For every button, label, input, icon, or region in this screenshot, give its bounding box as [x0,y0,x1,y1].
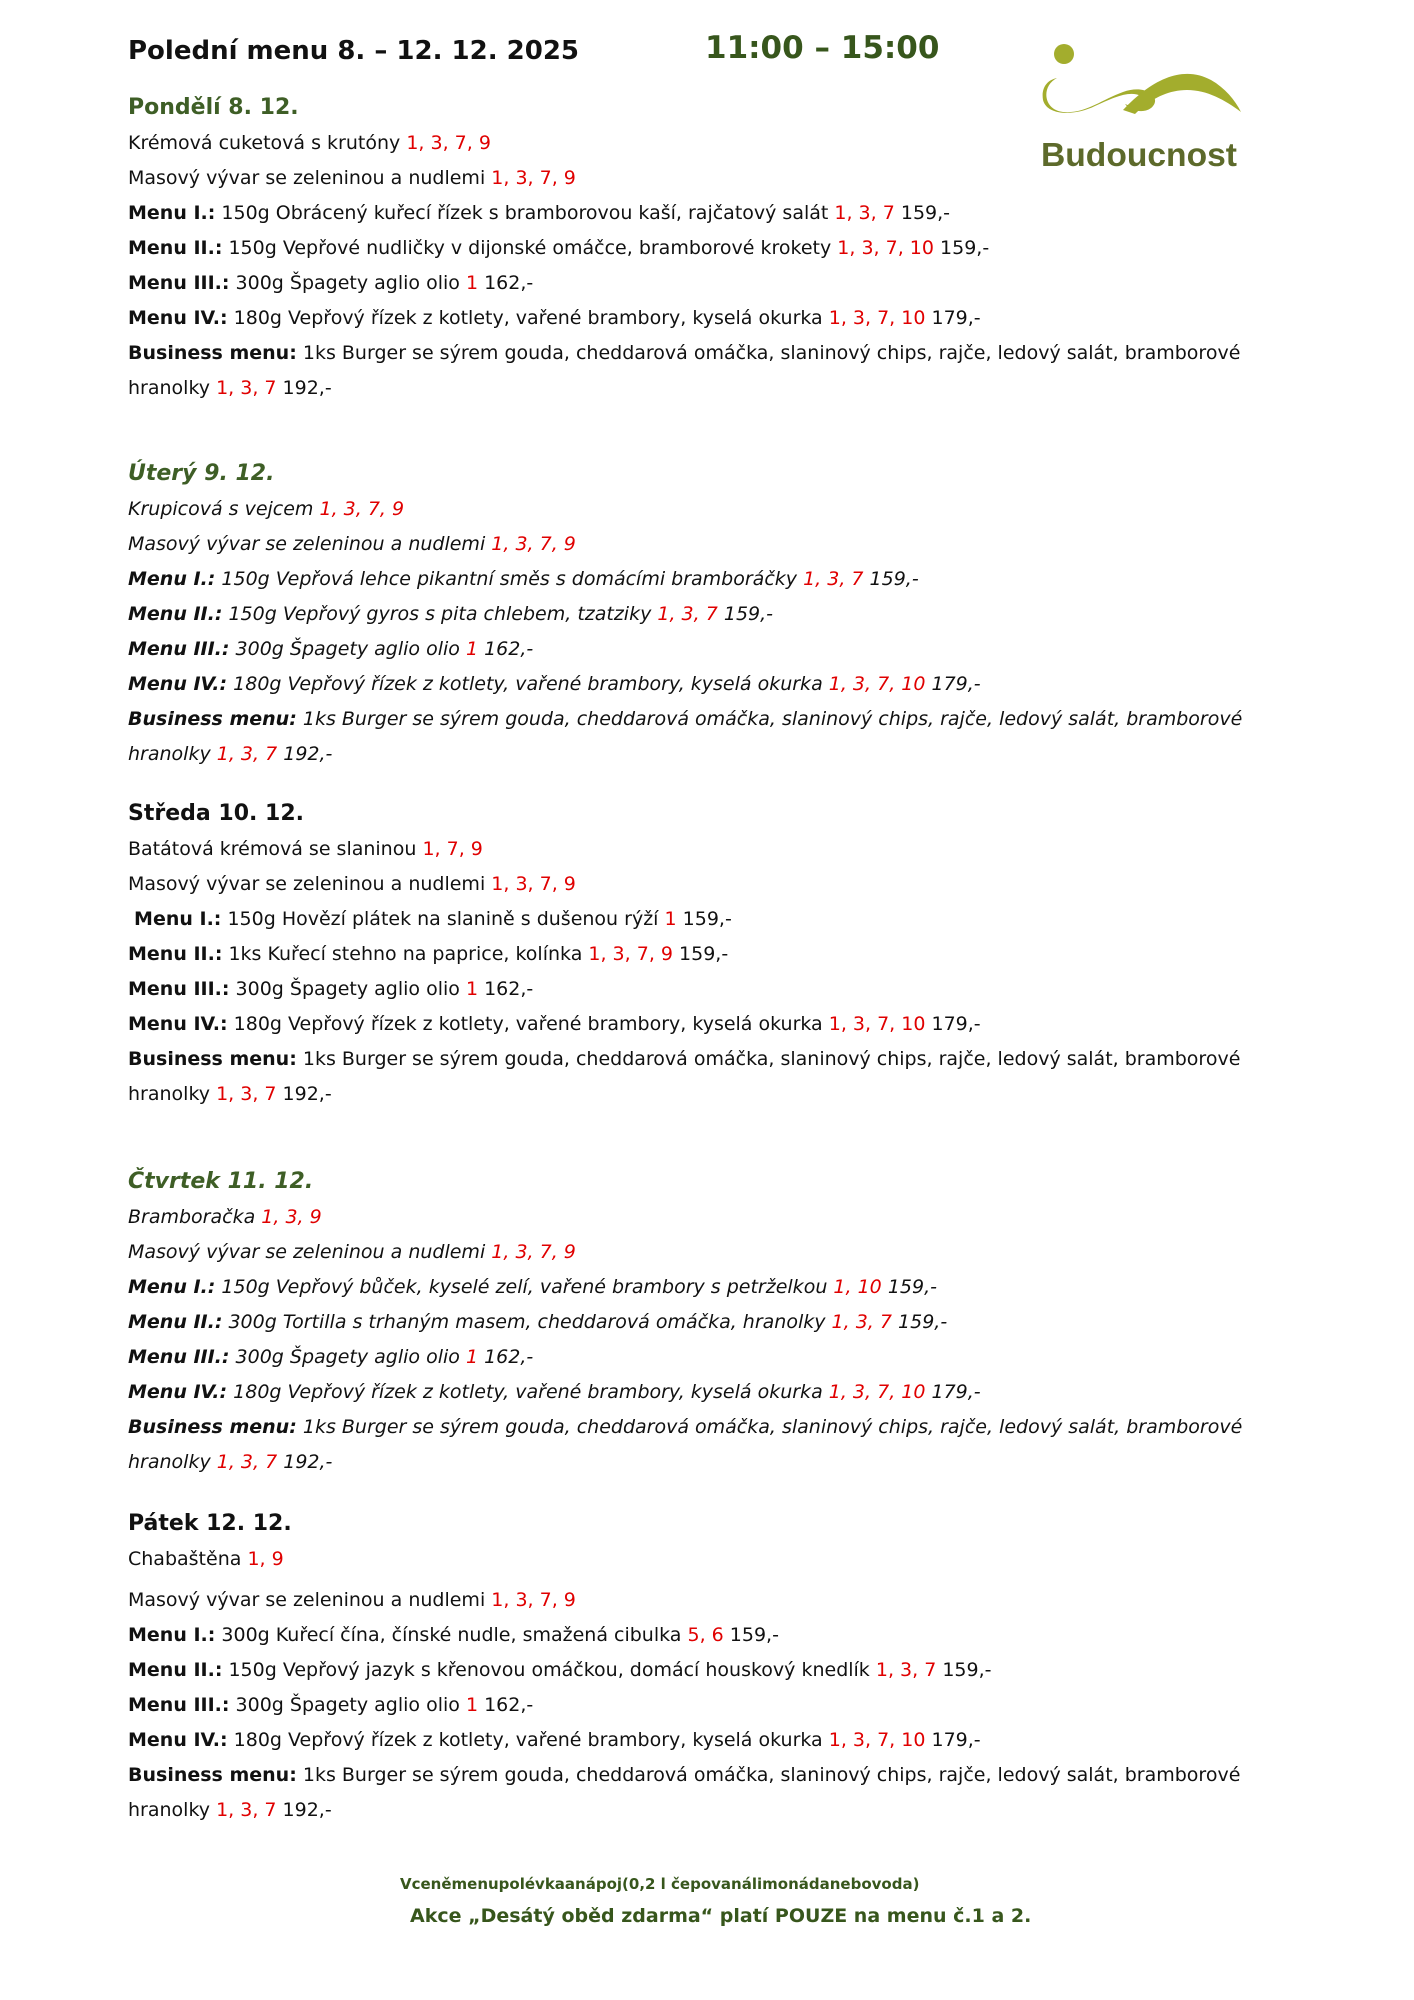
allergens: 1, 3, 7, 9 [491,167,576,189]
opening-hours: 11:00 – 15:00 [705,30,940,66]
soup-2: Masový vývar se zeleninou a nudlemi 1, 3, 7, 9 [128,1589,576,1611]
menu-4: Menu IV.: 180g Vepřový řízek z kotlety, vařené brambory, kyselá okurka 1, 3, 7, 10 179,- [128,1729,981,1751]
soup-1: Batátová krémová se slaninou 1, 7, 9 [128,838,483,860]
menu-3: Menu III.: 300g Špagety aglio olio 1 162,- [128,978,534,1000]
soup-1: Krémová cuketová s krutóny 1, 3, 7, 9 [128,132,491,154]
business-menu-cont: hranolky 1, 3, 7 192,- [128,1451,333,1473]
day-thursday [128,1163,1308,1480]
price: 192,- [282,1799,332,1821]
allergens: 1, 3, 7, 10 [828,1013,926,1035]
menu-1: Menu I.: 300g Kuřecí čína, čínské nudle, smažená cibulka 5, 6 159,- [128,1624,779,1646]
allergens: 1 [465,1346,479,1368]
price: 179,- [931,673,981,695]
day-title: Čtvrtek 11. 12. [128,1169,314,1194]
allergens: 1 [465,638,479,660]
page-title: Polední menu 8. – 12. 12. 2025 [128,36,580,66]
price: 179,- [931,1729,981,1751]
allergens: 1 [465,1694,479,1716]
allergens: 1, 3, 9 [261,1206,322,1228]
day-title: Středa 10. 12. [128,801,304,826]
menu-3: Menu III.: 300g Špagety aglio olio 1 162,- [128,272,534,294]
price: 159,- [723,603,774,625]
price: 159,- [729,1624,779,1646]
allergens: 1, 3, 7 [216,1083,277,1105]
price: 179,- [931,307,981,329]
allergens: 1, 3, 7, 10 [828,1381,926,1403]
allergens: 1, 9 [247,1548,284,1570]
menu-3: Menu III.: 300g Špagety aglio olio 1 162,- [128,1346,534,1368]
price: 192,- [283,1451,333,1473]
price: 159,- [887,1276,937,1298]
menu-2: Menu II.: 300g Tortilla s trhaným masem, cheddarová omáčka, hranolky 1, 3, 7 159,- [128,1311,948,1333]
price: 162,- [484,978,534,1000]
soup-1: Bramboračka 1, 3, 9 [128,1206,322,1228]
allergens: 1, 3, 7, 10 [828,1729,926,1751]
allergens: 1, 3, 7 [803,568,864,590]
business-menu: Business menu: 1ks Burger se sýrem gouda, cheddarová omáčka, slaninový chips, rajče, ledový salát, bramborové [128,1764,1241,1786]
menu-1: Menu I.: 150g Obrácený kuřecí řízek s bramborovou kaší, rajčatový salát 1, 3, 7 159,- [128,202,951,224]
price: 159,- [682,908,732,930]
day-friday [128,1505,1308,1828]
allergens: 1, 3, 7 [875,1659,937,1681]
day-title: Pátek 12. 12. [128,1511,292,1536]
soup-2: Masový vývar se zeleninou a nudlemi 1, 3, 7, 9 [128,167,576,189]
menu-3: Menu III.: 300g Špagety aglio olio 1 162,- [128,1694,534,1716]
logo-dot [1054,44,1074,64]
allergens: 1, 3, 7, 9 [491,533,576,555]
allergens: 1, 3, 7, 10 [828,307,926,329]
price: 162,- [484,638,534,660]
allergens: 1, 7, 9 [422,838,483,860]
business-menu: Business menu: 1ks Burger se sýrem gouda, cheddarová omáčka, slaninový chips, rajče, ledový salát, bramborové [128,1416,1243,1438]
business-menu-cont: hranolky 1, 3, 7 192,- [128,377,332,399]
allergens: 1, 3, 7 [216,1799,277,1821]
allergens: 1, 3, 7 [216,377,277,399]
footer-note: Vceněmenupolévkaanápoj(0,2 l čepovanálimonádanebovoda) [400,1875,920,1893]
allergens: 1 [465,978,479,1000]
menu-1: Menu I.: 150g Vepřový bůček, kyselé zelí, vařené brambory s petrželkou 1, 10 159,- [128,1276,937,1298]
price: 159,- [869,568,919,590]
soup-2: Masový vývar se zeleninou a nudlemi 1, 3, 7, 9 [128,873,576,895]
price: 159,- [898,1311,948,1333]
footer-promo: Akce „Desátý oběd zdarma“ platí POUZE na menu č.1 a 2. [410,1905,1032,1927]
soup-2: Masový vývar se zeleninou a nudlemi 1, 3, 7, 9 [128,533,576,555]
allergens: 1, 3, 7, 10 [828,673,926,695]
logo-text: Budoucnost [1041,136,1237,173]
business-menu-cont: hranolky 1, 3, 7 192,- [128,1799,332,1821]
price: 159,- [940,237,990,259]
day-monday [128,89,1308,406]
menu-2: Menu II.: 150g Vepřové nudličky v dijonské omáčce, bramborové krokety 1, 3, 7, 10 159,- [128,237,990,259]
menu-4: Menu IV.: 180g Vepřový řízek z kotlety, vařené brambory, kyselá okurka 1, 3, 7, 10 179,- [128,1013,981,1035]
allergens: 5, 6 [687,1624,724,1646]
allergens: 1, 3, 7, 9 [491,873,576,895]
allergens: 1, 3, 7 [831,1311,892,1333]
price: 159,- [942,1659,992,1681]
day-title: Úterý 9. 12. [128,461,275,486]
allergens: 1, 3, 7 [834,202,895,224]
allergens: 1, 3, 7, 9 [406,132,491,154]
allergens: 1, 3, 7, 10 [837,237,934,259]
price: 162,- [484,1346,534,1368]
allergens: 1, 3, 7 [216,743,278,765]
allergens: 1, 3, 7, 9 [491,1241,576,1263]
allergens: 1, 3, 7, 9 [491,1589,576,1611]
allergens: 1, 3, 7, 9 [588,943,673,965]
price: 162,- [484,1694,534,1716]
day-tuesday [128,455,1308,772]
price: 179,- [931,1381,981,1403]
price: 192,- [282,377,332,399]
allergens: 1 [465,272,479,294]
day-wednesday [128,795,1308,1112]
price: 192,- [282,1083,332,1105]
menu-4: Menu IV.: 180g Vepřový řízek z kotlety, vařené brambory, kyselá okurka 1, 3, 7, 10 179,- [128,673,981,695]
menu-4: Menu IV.: 180g Vepřový řízek z kotlety, vařené brambory, kyselá okurka 1, 3, 7, 10 179,- [128,1381,981,1403]
price: 179,- [931,1013,981,1035]
price: 159,- [900,202,951,224]
soup-2: Masový vývar se zeleninou a nudlemi 1, 3, 7, 9 [128,1241,576,1263]
soup-1: Chabaštěna 1, 9 [128,1548,284,1570]
menu-1: Menu I.: 150g Hovězí plátek na slanině s dušenou rýží 1 159,- [134,908,732,930]
day-title: Pondělí 8. 12. [128,95,299,120]
menu-3: Menu III.: 300g Špagety aglio olio 1 162,- [128,638,534,660]
business-menu: Business menu: 1ks Burger se sýrem gouda, cheddarová omáčka, slaninový chips, rajče, ledový salát, bramborové [128,708,1243,730]
menu-2: Menu II.: 150g Vepřový gyros s pita chlebem, tzatziky 1, 3, 7 159,- [128,603,774,625]
business-menu: Business menu: 1ks Burger se sýrem gouda, cheddarová omáčka, slaninový chips, rajče, ledový salát, bramborové [128,1048,1241,1070]
menu-2: Menu II.: 150g Vepřový jazyk s křenovou omáčkou, domácí houskový knedlík 1, 3, 7 159,- [128,1659,992,1681]
price: 192,- [283,743,333,765]
allergens: 1, 3, 7, 9 [319,498,405,520]
business-menu: Business menu: 1ks Burger se sýrem gouda, cheddarová omáčka, slaninový chips, rajče, ledový salát, bramborové [128,342,1241,364]
menu-1: Menu I.: 150g Vepřová lehce pikantní směs s domácími bramboráčky 1, 3, 7 159,- [128,568,919,590]
price: 162,- [484,272,534,294]
allergens: 1, 3, 7 [657,603,718,625]
business-menu-cont: hranolky 1, 3, 7 192,- [128,743,333,765]
price: 159,- [679,943,729,965]
allergens: 1, 3, 7 [216,1451,278,1473]
business-menu-cont: hranolky 1, 3, 7 192,- [128,1083,332,1105]
allergens: 1, 10 [833,1276,882,1298]
allergens: 1 [664,908,677,930]
menu-4: Menu IV.: 180g Vepřový řízek z kotlety, vařené brambory, kyselá okurka 1, 3, 7, 10 179,- [128,307,981,329]
menu-2: Menu II.: 1ks Kuřecí stehno na paprice, kolínka 1, 3, 7, 9 159,- [128,943,729,965]
soup-1: Krupicová s vejcem 1, 3, 7, 9 [128,498,405,520]
